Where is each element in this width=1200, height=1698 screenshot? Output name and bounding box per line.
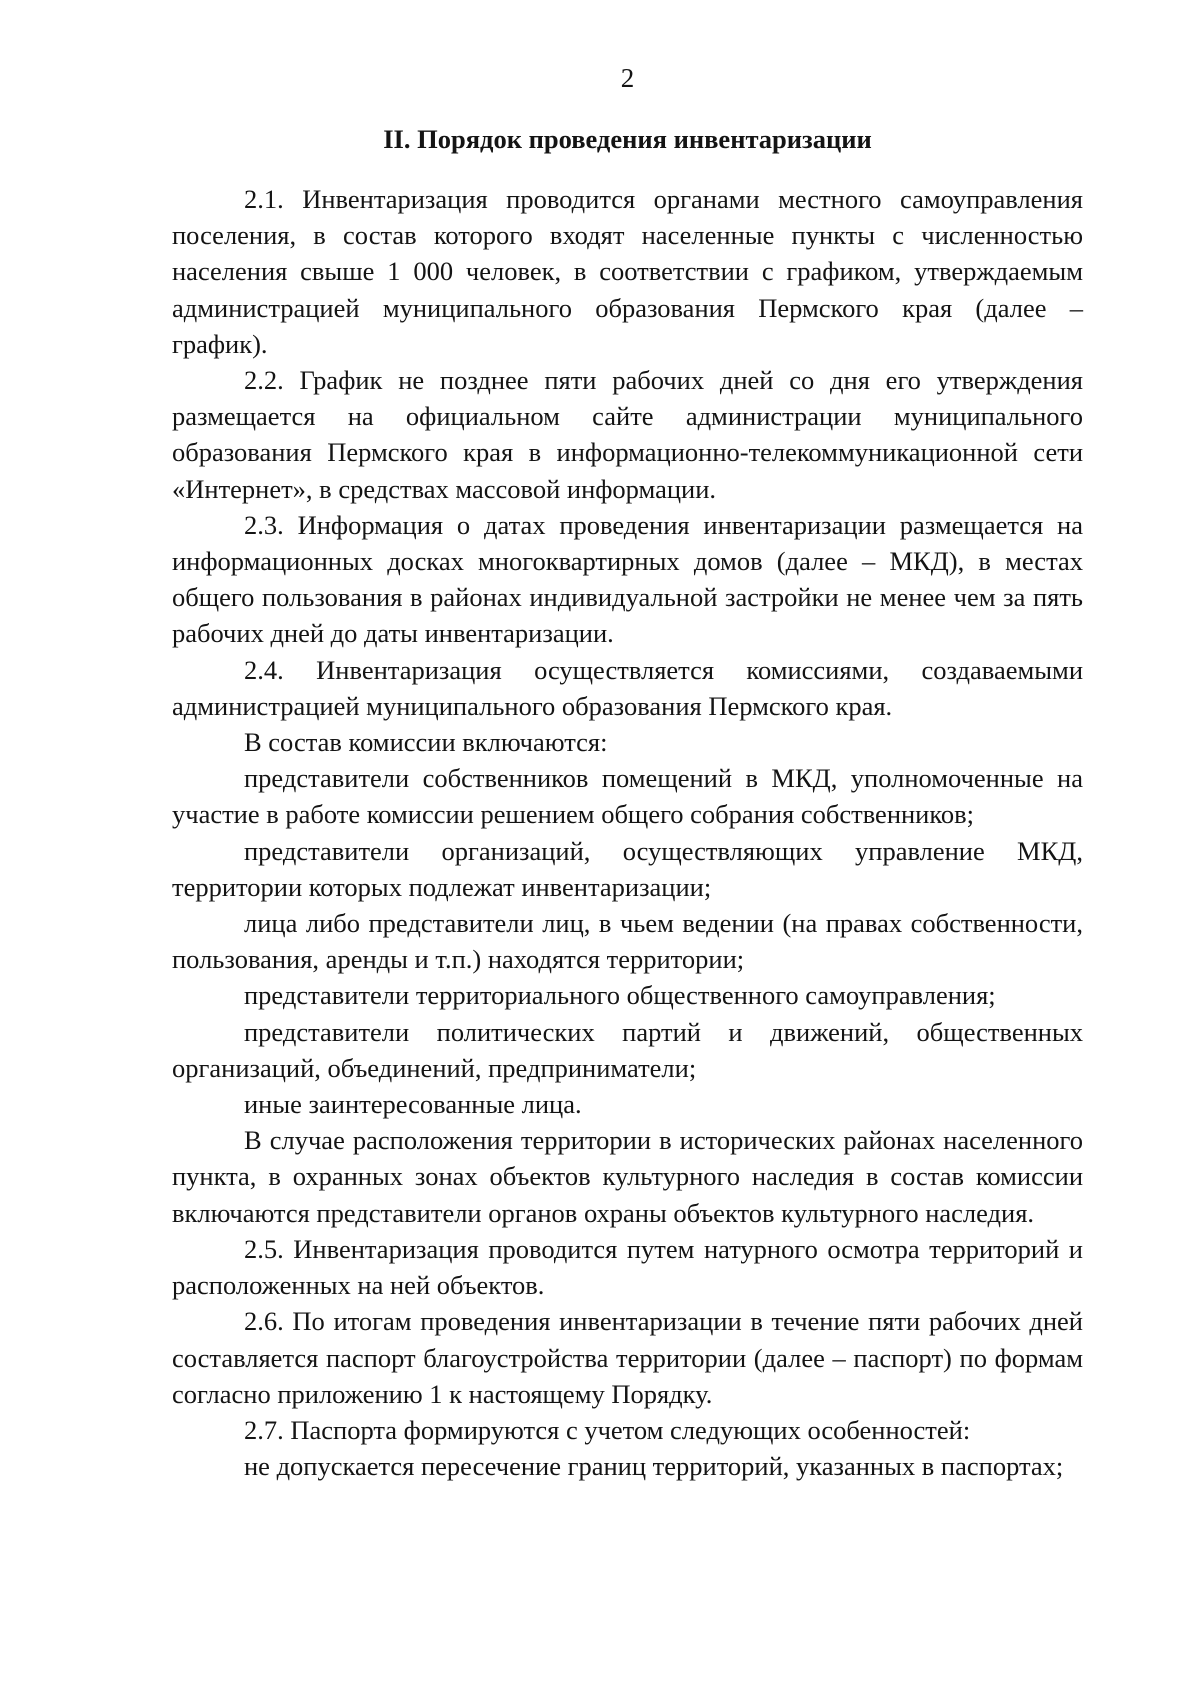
paragraph-2-2: 2.2. График не позднее пяти рабочих дней со дня его утверждения размещается на официальном сайте администрации муниципального образования Пермского края в информационно-телекоммуникационной сети «Интернет», в средствах массовой информации.	[172, 365, 1083, 504]
commission-member-parties: представители политических партий и движений, общественных организаций, объединений, предприниматели;	[172, 1016, 1083, 1083]
commission-member-holders: лица либо представители лиц, в чьем ведении (на правах собственности, пользования, аренды и т.п.) находятся территории;	[172, 908, 1083, 975]
page-number: 2	[620, 63, 635, 93]
document-body	[172, 181, 1083, 1484]
paragraph-2-7: 2.7. Паспорта формируются с учетом следующих особенностей:	[244, 1414, 971, 1445]
paragraph-2-6: 2.6. По итогам проведения инвентаризации в течение пяти рабочих дней составляется паспорт благоустройства территории (далее – паспорт) по формам согласно приложению 1 к настоящему Порядку.	[172, 1306, 1083, 1409]
commission-intro: В состав комиссии включаются:	[244, 727, 608, 758]
commission-member-other: иные заинтересованные лица.	[244, 1089, 582, 1120]
passport-rule-boundaries: не допускается пересечение границ территорий, указанных в паспортах;	[244, 1451, 1064, 1482]
commission-member-self-government: представители территориального общественного самоуправления;	[244, 980, 996, 1011]
paragraph-2-5: 2.5. Инвентаризация проводится путем натурного осмотра территорий и расположенных на ней объектов.	[172, 1233, 1083, 1301]
cultural-heritage-paragraph: В случае расположения территории в исторических районах населенного пункта, в охранных зонах объектов культурного наследия в состав комиссии включаются представители органов охраны объектов культурного наследия.	[172, 1125, 1083, 1228]
commission-member-owners: представители собственников помещений в МКД, уполномоченные на участие в работе комиссии решением общего собрания собственников;	[172, 763, 1083, 830]
section-title: II. Порядок проведения инвентаризации	[383, 124, 872, 154]
paragraph-2-3: 2.3. Информация о датах проведения инвентаризации размещается на информационных досках многоквартирных домов (далее – МКД), в местах общего пользования в районах индивидуальной застройки не менее чем за пять рабочих дней до даты инвентаризации.	[172, 509, 1083, 649]
paragraph-2-4: 2.4. Инвентаризация осуществляется комиссиями, создаваемыми администрацией муниципального образования Пермского края.	[172, 654, 1083, 721]
commission-member-management: представители организаций, осуществляющих управление МКД, территории которых подлежат инвентаризации;	[172, 835, 1083, 902]
paragraph-2-1: 2.1. Инвентаризация проводится органами местного самоуправления поселения, в состав которого входят населенные пункты с численностью населения свыше 1 000 человек, в соответствии с графиком, утверждаемым администрацией муниципального образования Пермского края (далее – график).	[172, 184, 1083, 359]
